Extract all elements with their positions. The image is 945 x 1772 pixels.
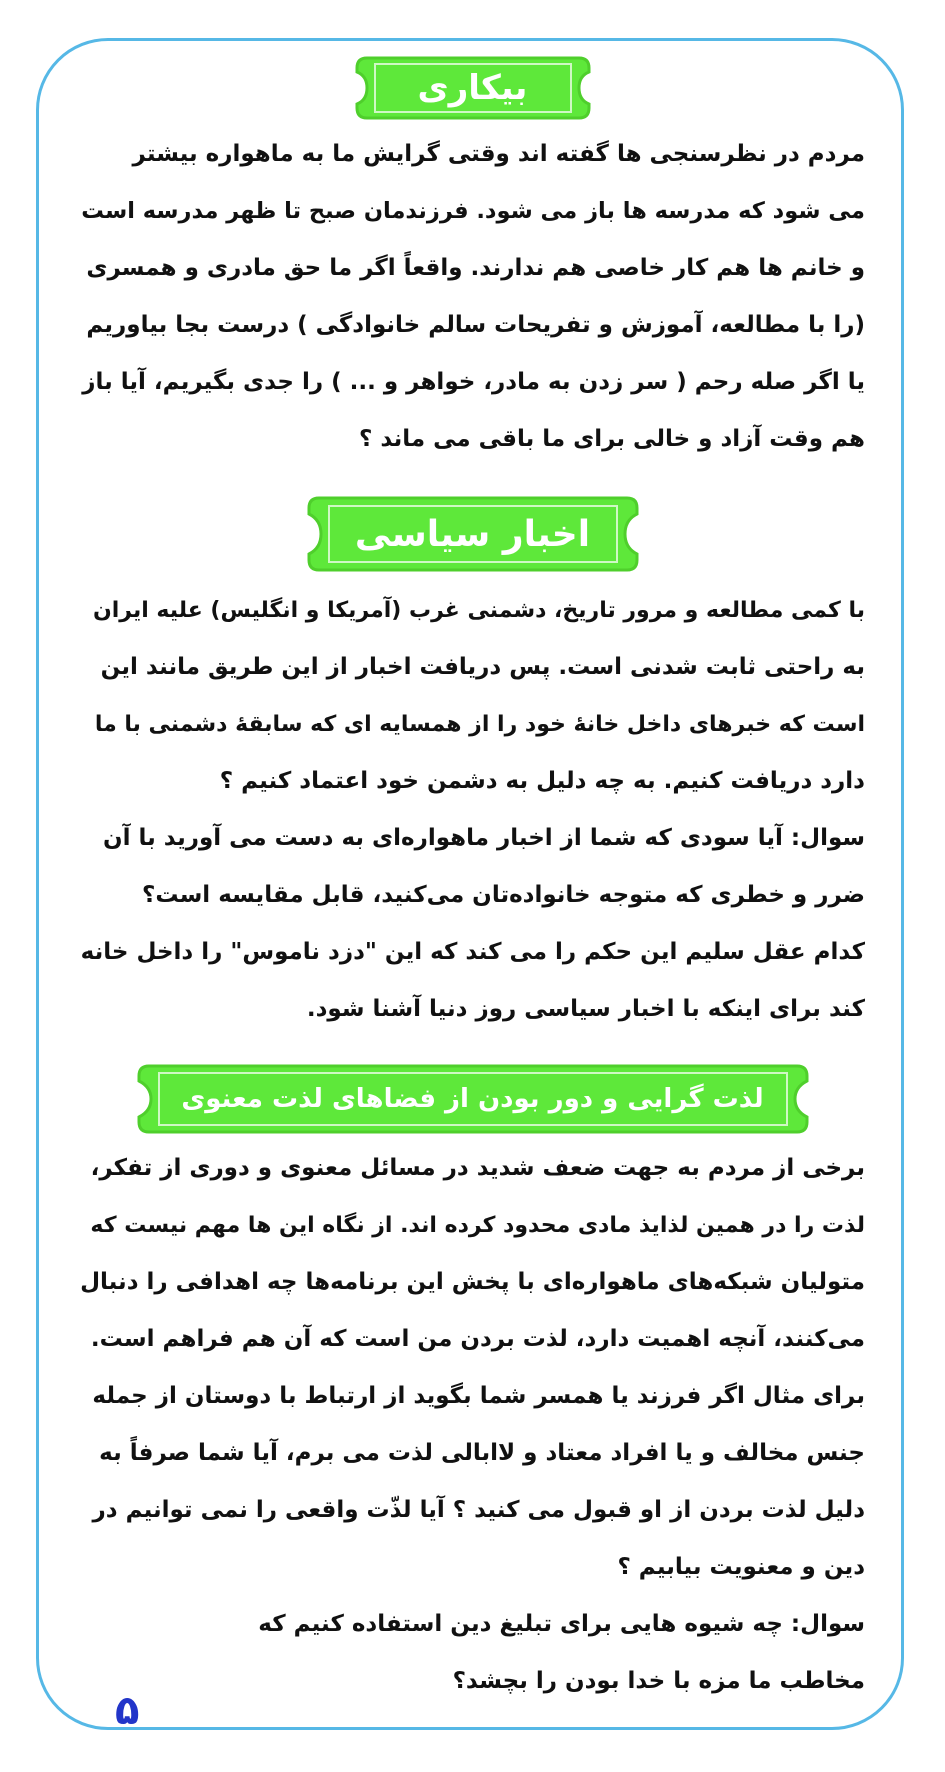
- text-line: است که خبرهای داخل خانهٔ خود را از همسایه ای که سابقهٔ دشمنی با ما: [94, 712, 865, 737]
- text-line: هم وقت آزاد و خالی برای ما باقی می ماند ؟: [358, 426, 865, 452]
- text-line: و خانم ها هم کار خاصی هم ندارند. واقعاً اگر ما حق مادری و همسری: [86, 255, 865, 281]
- text-line: ضرر و خطری که متوجه خانواده‌تان می‌کنید، قابل مقایسه است؟: [142, 882, 865, 908]
- paragraph-political-news: [80, 582, 865, 1038]
- text-line: مخاطب ما مزه با خدا بودن را بچشد؟: [452, 1668, 865, 1694]
- text-line: لذت را در همین لذایذ مادی محدود کرده اند. از نگاه این ها مهم نیست که: [90, 1213, 865, 1238]
- text-line: دلیل لذت بردن از او قبول می کنید ؟ آیا لذّت واقعی را نمی توانیم در: [92, 1497, 865, 1523]
- text-line: سوال: چه شیوه هایی برای تبلیغ دین استفاده کنیم که: [258, 1611, 865, 1637]
- text-line: (را با مطالعه، آموزش و تفریحات سالم خانوادگی ) درست بجا بیاوریم: [86, 312, 865, 338]
- section-title: اخبار سیاسی: [354, 513, 591, 555]
- text-line: دارد دریافت کنیم. به چه دلیل به دشمن خود اعتماد کنیم ؟: [219, 768, 865, 794]
- text-line: جنس مخالف و یا افراد معتاد و لاابالی لذت می برم، آیا شما صرفاً به: [99, 1440, 865, 1466]
- text-line: می‌کنند، آنچه اهمیت دارد، لذت بردن من است که آن هم فراهم است.: [90, 1326, 865, 1352]
- text-line: با کمی مطالعه و مرور تاریخ، دشمنی غرب (آمریکا و انگلیس) علیه ایران: [92, 598, 865, 623]
- paragraph-unemployment: [80, 126, 865, 468]
- section-banner-unemployment: [353, 50, 593, 126]
- text-line: می شود که مدرسه ها باز می شود. فرزندمان صبح تا ظهر مدرسه است: [81, 198, 865, 224]
- text-line: کند برای اینکه با اخبار سیاسی روز دنیا آشنا شود.: [306, 996, 865, 1022]
- text-line: برای مثال اگر فرزند یا همسر شما بگوید از ارتباط با دوستان از جمله: [92, 1383, 865, 1409]
- text-line: یا اگر صله رحم ( سر زدن به مادر، خواهر و ... ) را جدی بگیریم، آیا باز: [82, 369, 865, 395]
- section-title: بیکاری: [417, 68, 528, 108]
- text-line: سوال: آیا سودی که شما از اخبار ماهواره‌ای به دست می آورید با آن: [103, 825, 865, 851]
- section-banner-political-news: [303, 490, 643, 578]
- text-line: متولیان شبکه‌های ماهواره‌ای با پخش این برنامه‌ها چه اهدافی را دنبال: [80, 1269, 865, 1295]
- text-line: به راحتی ثابت شدنی است. پس دریافت اخبار از این طریق مانند این: [100, 654, 865, 680]
- text-line: برخی از مردم به جهت ضعف شدید در مسائل معنوی و دوری از تفکر،: [90, 1155, 865, 1181]
- text-line: کدام عقل سلیم این حکم را می کند که این "دزد ناموس" را داخل خانه: [80, 939, 865, 965]
- section-title: لذت گرایی و دور بودن از فضاهای لذت معنوی: [181, 1084, 764, 1114]
- page-number: ۵: [115, 1688, 140, 1734]
- paragraph-pleasure-seeking: [80, 1140, 865, 1710]
- section-banner-pleasure-seeking: [133, 1058, 813, 1140]
- text-line: دین و معنویت بیابیم ؟: [617, 1554, 865, 1580]
- text-line: مردم در نظرسنجی ها گفته اند وقتی گرایش ما به ماهواره بیشتر: [132, 141, 865, 167]
